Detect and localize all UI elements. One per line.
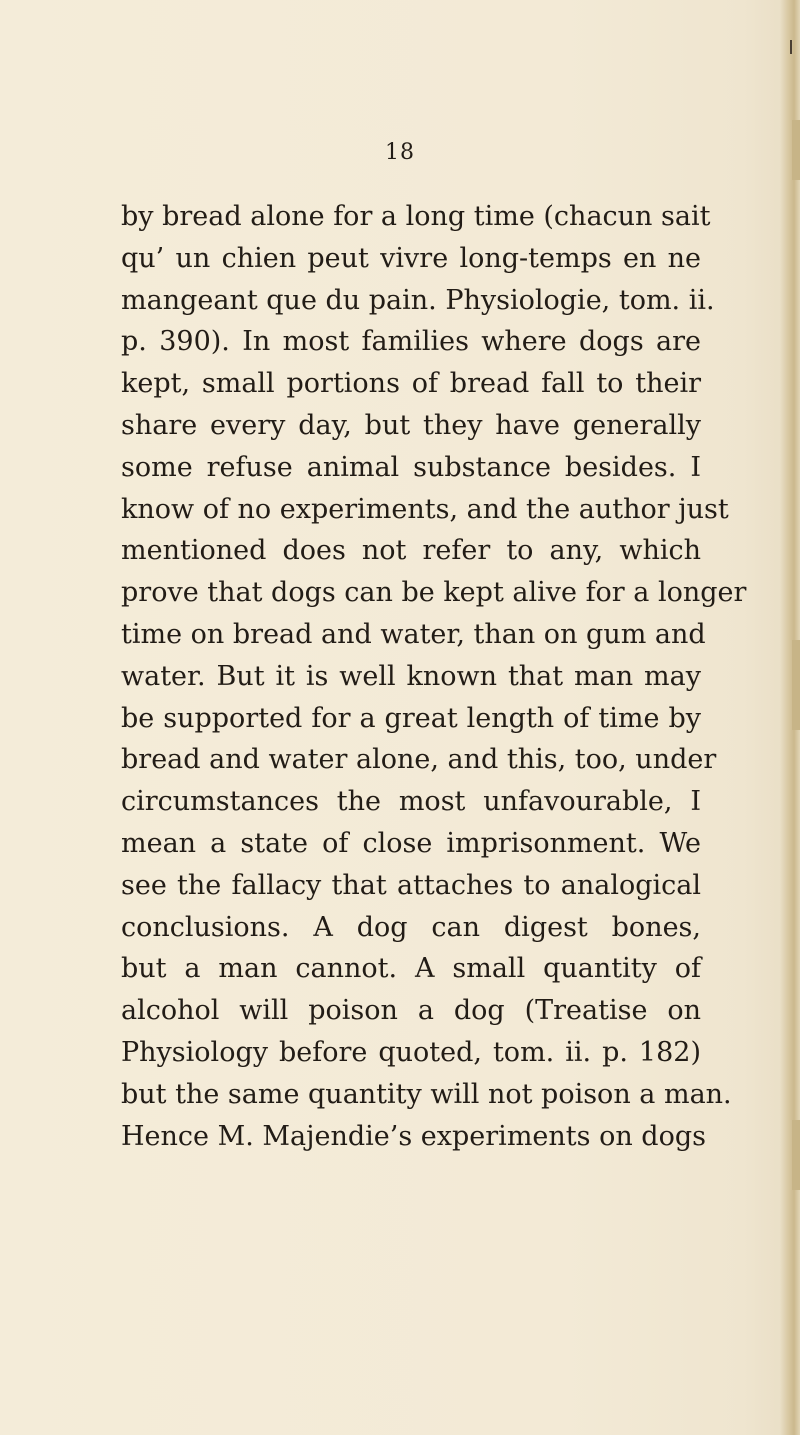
text-line: but the same quantity will not poison a man. xyxy=(121,1078,732,1110)
text-line: mean a state of close imprisonment. We xyxy=(121,827,701,859)
text-line: see the fallacy that attaches to analogical xyxy=(121,869,701,901)
text-line: prove that dogs can be kept alive for a longer xyxy=(121,577,747,609)
text-line: qu’ un chien peut vivre long-temps en ne xyxy=(121,242,701,274)
text-line: mentioned does not refer to any, which xyxy=(121,535,701,567)
text-line: but a man cannot. A small quantity of xyxy=(121,953,701,985)
text-line: mangeant que du pain. Physiologie, tom. ii. xyxy=(121,284,715,316)
text-line: bread and water alone, and this, too, under xyxy=(121,744,717,776)
text-line: be supported for a great length of time by xyxy=(121,702,701,734)
body-text xyxy=(121,196,747,1157)
edge-shade xyxy=(792,640,800,730)
text-line: share every day, but they have generally xyxy=(121,409,701,441)
text-line: conclusions. A dog can digest bones, xyxy=(121,911,701,943)
text-line: p. 390). In most families where dogs are xyxy=(121,326,701,358)
text-line: circumstances the most unfavourable, I xyxy=(121,786,701,818)
text-line: know of no experiments, and the author just xyxy=(121,493,729,525)
text-line: kept, small portions of bread fall to their xyxy=(121,368,701,400)
text-line: time on bread and water, than on gum and xyxy=(121,618,706,650)
edge-shade xyxy=(792,1120,800,1190)
page-number: 18 xyxy=(385,140,415,165)
text-line: by bread alone for a long time (chacun sait xyxy=(121,201,711,232)
text-line: Hence M. Majendie’s experiments on dogs xyxy=(121,1120,706,1152)
text-line: alcohol will poison a dog (Treatise on xyxy=(121,995,701,1027)
text-line: some refuse animal substance besides. I xyxy=(121,451,701,483)
page-edge xyxy=(780,0,800,1435)
text-line: Physiology before quoted, tom. ii. p. 182) xyxy=(121,1036,701,1068)
edge-mark xyxy=(790,40,792,54)
text-line: water. But it is well known that man may xyxy=(121,660,701,692)
